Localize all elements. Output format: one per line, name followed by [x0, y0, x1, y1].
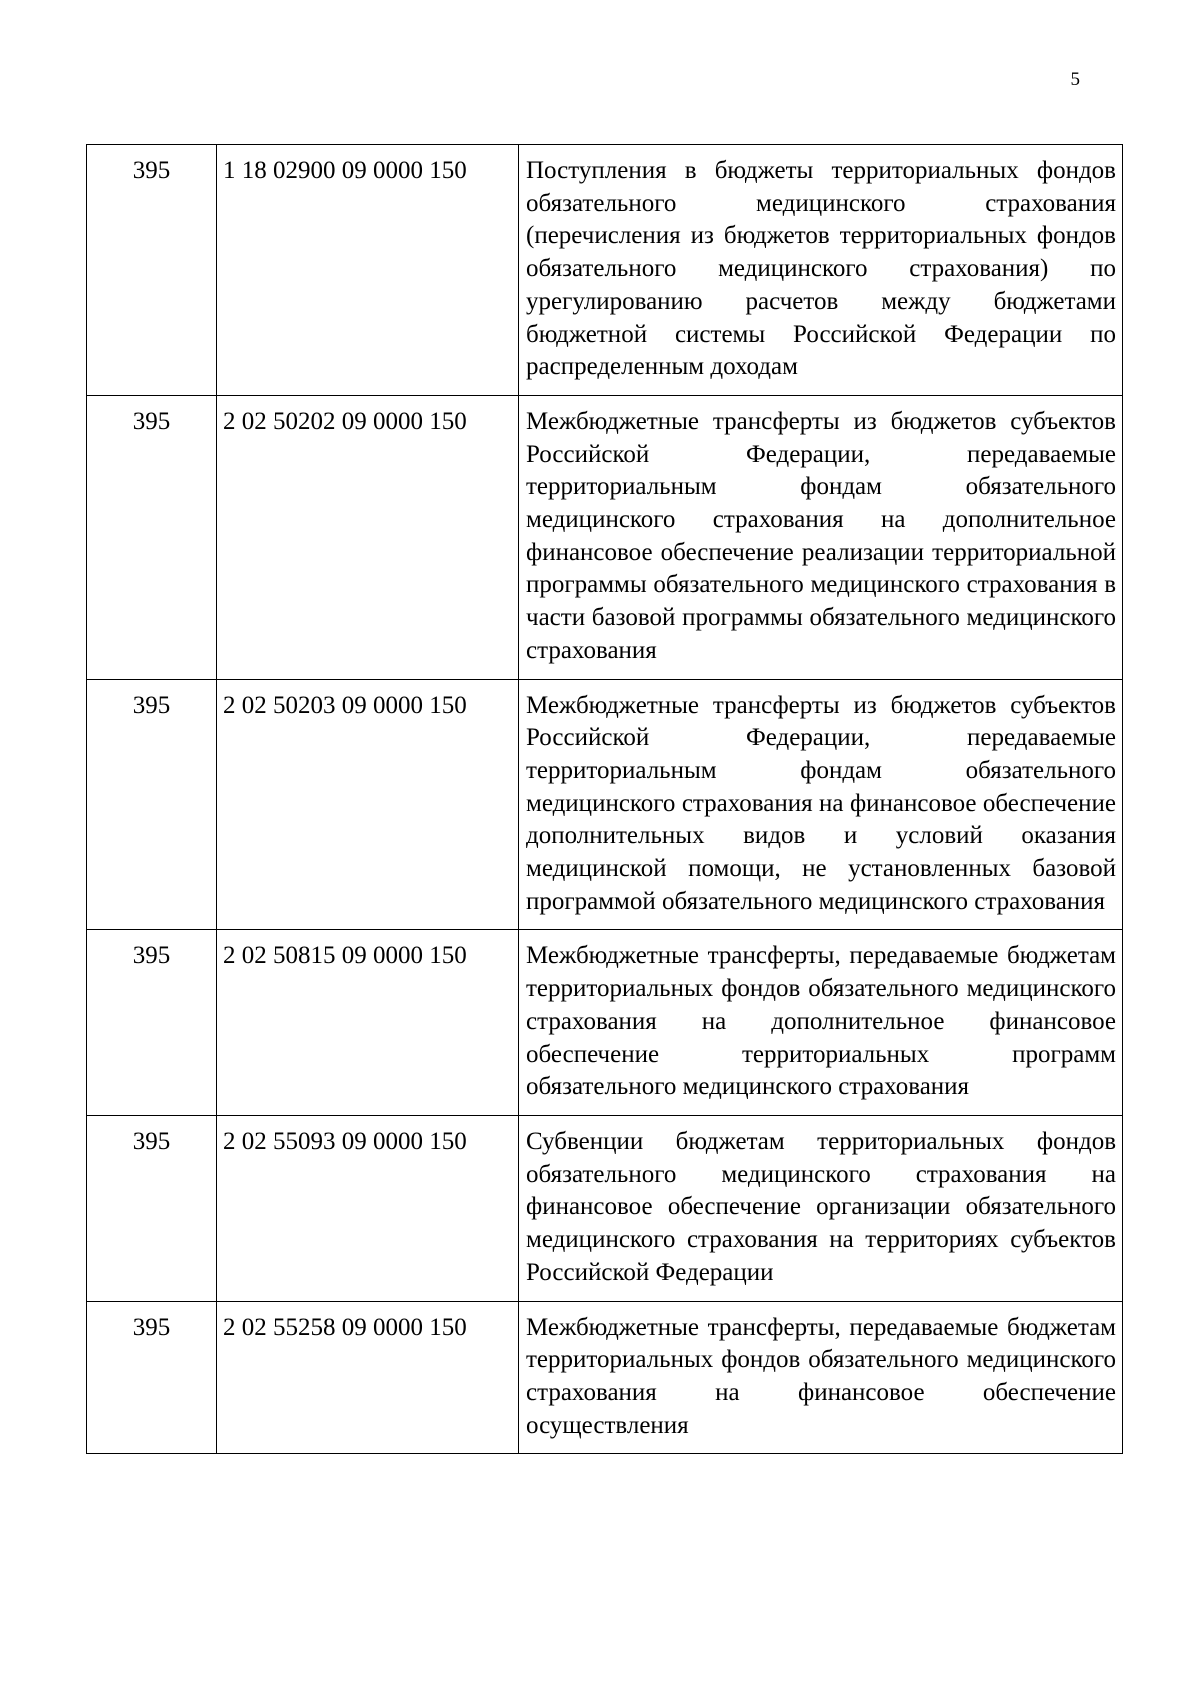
kbk-cell: 2 02 50203 09 0000 150: [217, 679, 519, 930]
description-cell: Субвенции бюджетам территориальных фондов обязательного медицинского страхования на финансовое обеспечение организации обязательного медицинского страхования на территориях субъектов Российской Федерации: [519, 1115, 1123, 1301]
admin-code-cell: 395: [87, 395, 217, 679]
budget-codes-table: [86, 144, 1123, 1454]
description-cell: Межбюджетные трансферты из бюджетов субъектов Российской Федерации, передаваемые территориальным фондам обязательного медицинского страхования на дополнительное финансовое обеспечение реализации территориальной программы обязательного медицинского страхования в части базовой программы обязательного медицинского страхования: [519, 395, 1123, 679]
admin-code-cell: 395: [87, 145, 217, 396]
admin-code-cell: 395: [87, 1301, 217, 1454]
table-row: [87, 1115, 1123, 1301]
table-row: [87, 1301, 1123, 1454]
admin-code-cell: 395: [87, 1115, 217, 1301]
page-number: 5: [1070, 69, 1080, 90]
kbk-cell: 2 02 50202 09 0000 150: [217, 395, 519, 679]
table-row: [87, 930, 1123, 1116]
description-cell: Межбюджетные трансферты, передаваемые бюджетам территориальных фондов обязательного медицинского страхования на дополнительное финансовое обеспечение территориальных программ обязательного медицинского страхования: [519, 930, 1123, 1116]
description-cell: Межбюджетные трансферты, передаваемые бюджетам территориальных фондов обязательного медицинского страхования на финансовое обеспечение осуществления: [519, 1301, 1123, 1454]
table-row: [87, 395, 1123, 679]
kbk-cell: 2 02 55258 09 0000 150: [217, 1301, 519, 1454]
admin-code-cell: 395: [87, 930, 217, 1116]
admin-code-cell: 395: [87, 679, 217, 930]
table-row: [87, 679, 1123, 930]
description-cell: Межбюджетные трансферты из бюджетов субъектов Российской Федерации, передаваемые территориальным фондам обязательного медицинского страхования на финансовое обеспечение дополнительных видов и условий оказания медицинской помощи, не установленных базовой программой обязательного медицинского страхования: [519, 679, 1123, 930]
kbk-cell: 2 02 55093 09 0000 150: [217, 1115, 519, 1301]
kbk-cell: 2 02 50815 09 0000 150: [217, 930, 519, 1116]
table-row: [87, 145, 1123, 396]
description-cell: Поступления в бюджеты территориальных фондов обязательного медицинского страхования (перечисления из бюджетов территориальных фондов обязательного медицинского страхования) по урегулированию расчетов между бюджетами бюджетной системы Российской Федерации по распределенным доходам: [519, 145, 1123, 396]
kbk-cell: 1 18 02900 09 0000 150: [217, 145, 519, 396]
